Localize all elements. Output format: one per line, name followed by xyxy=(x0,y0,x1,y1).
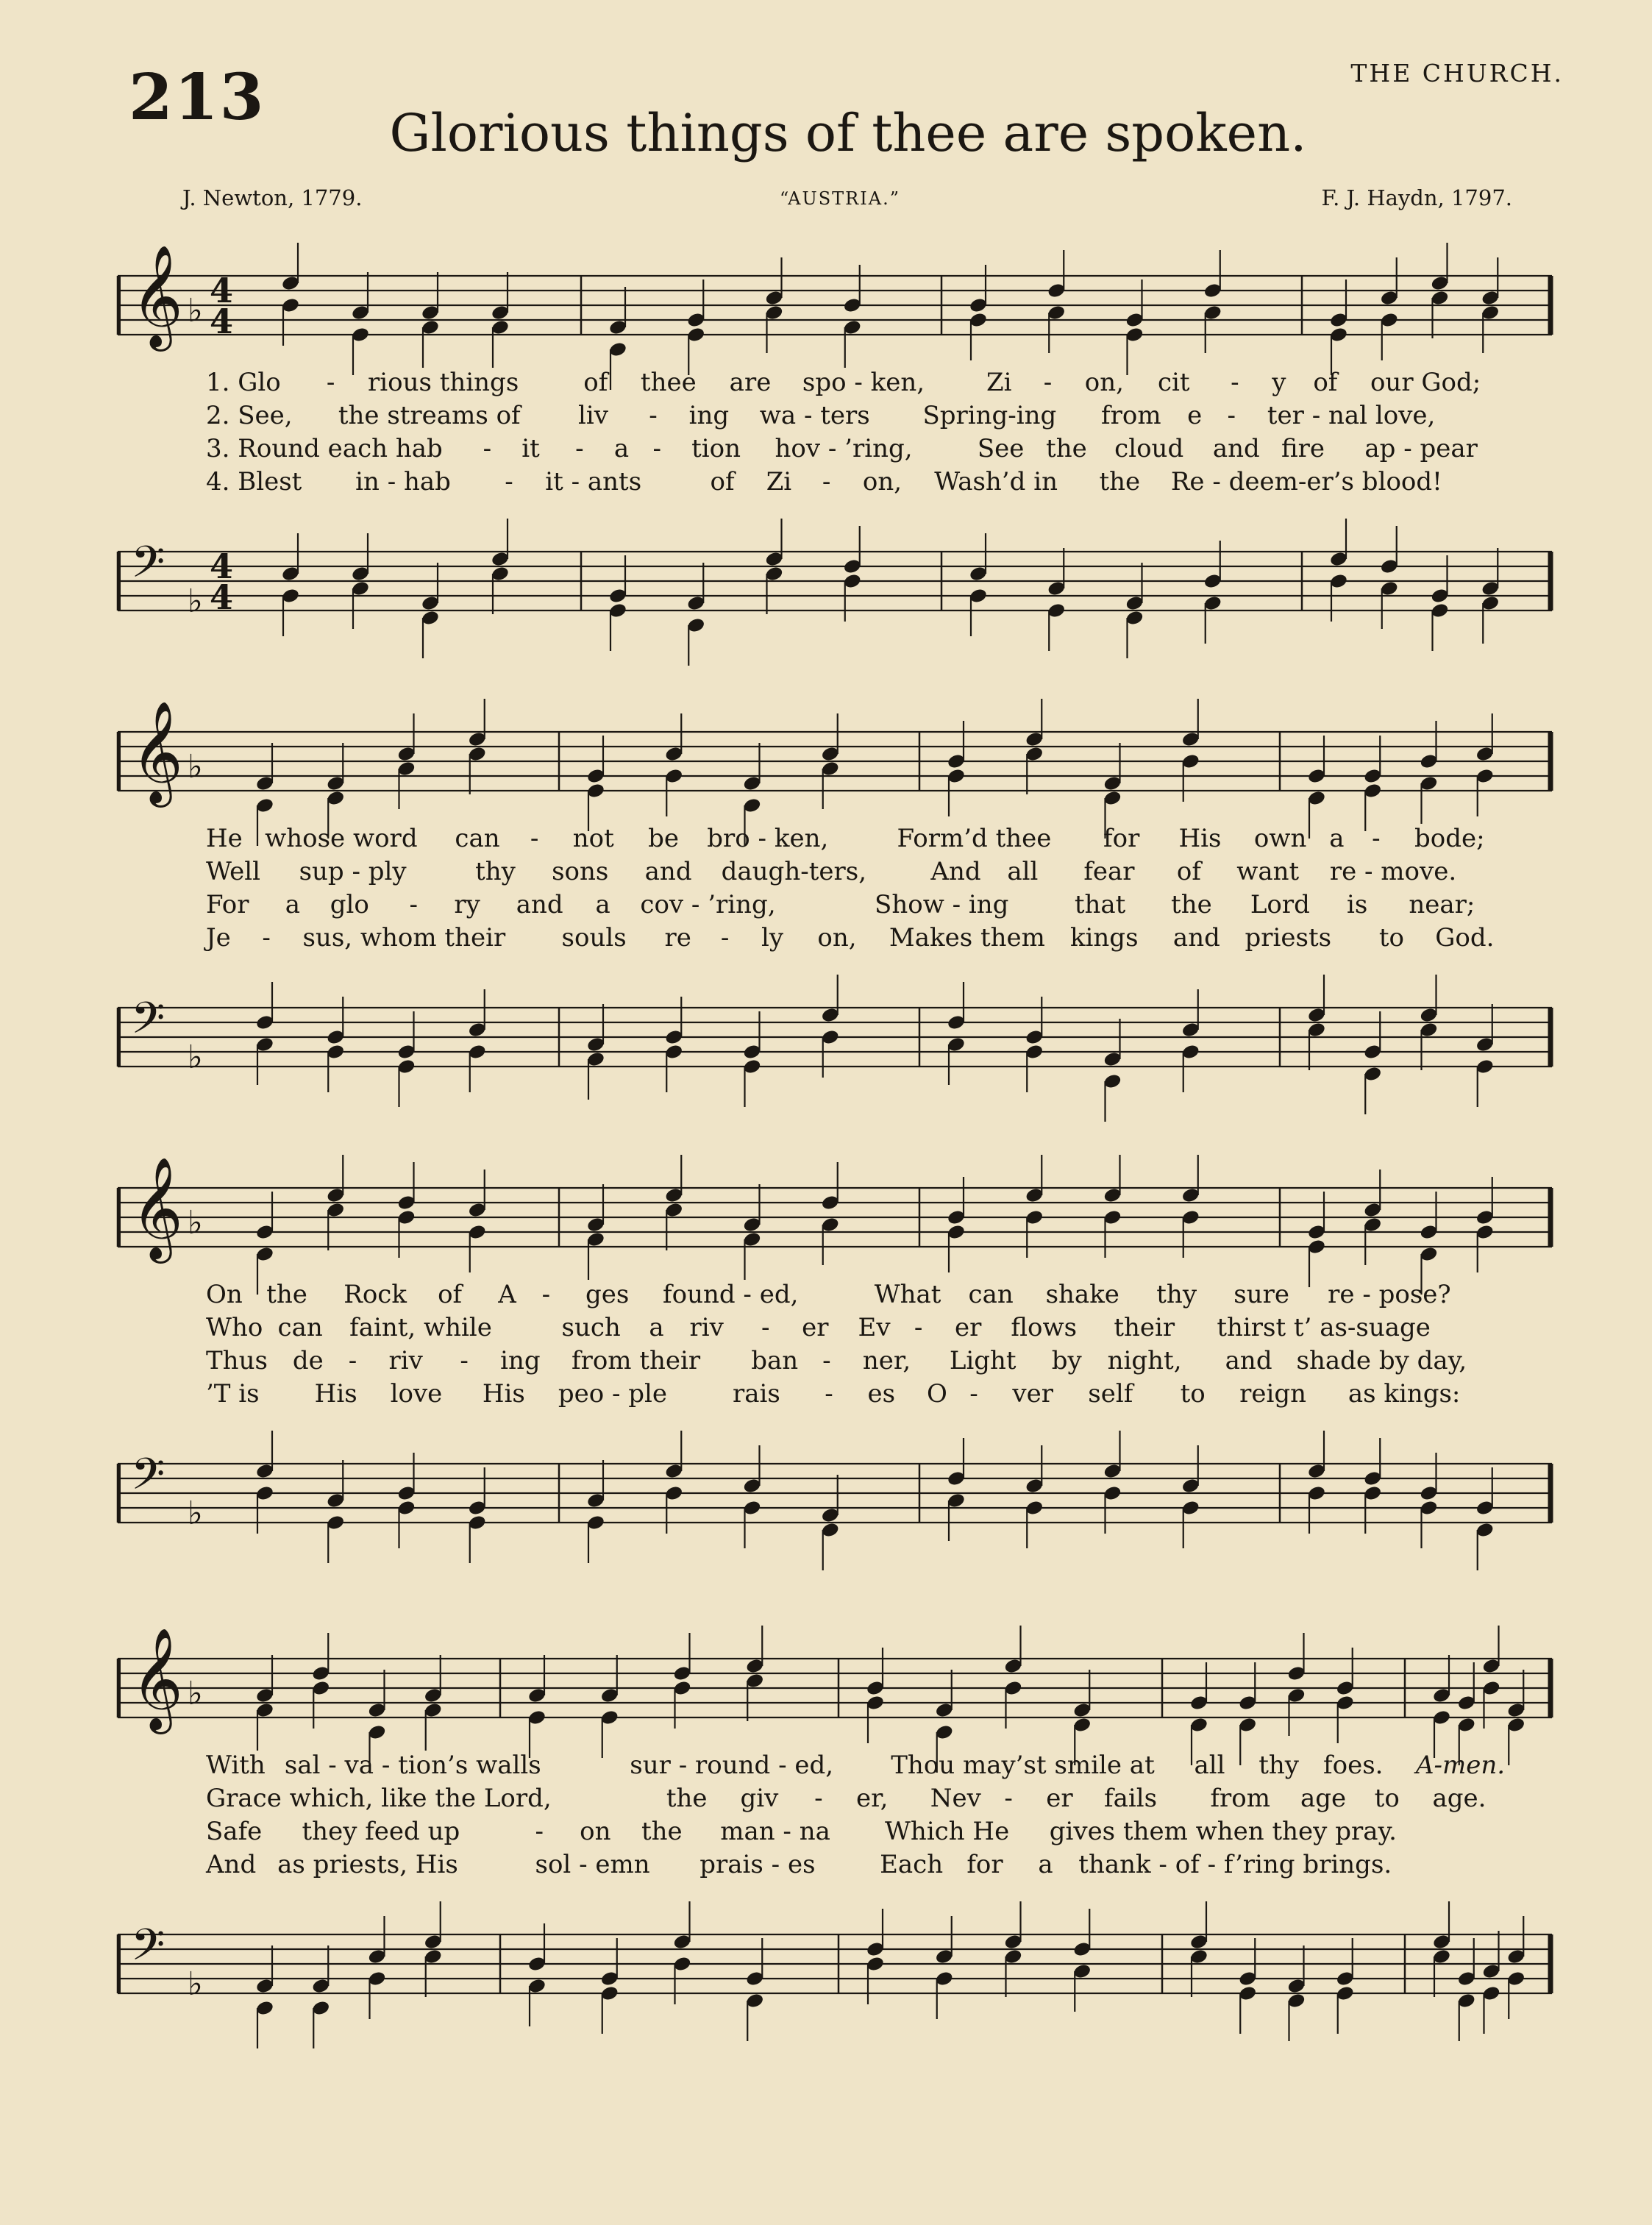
lyric-syllable: ry xyxy=(454,890,480,919)
lyric-syllable: age xyxy=(1300,1784,1347,1813)
lyric-syllable: sal - va - tion’s walls xyxy=(284,1751,541,1780)
lyric-syllable: it - ants xyxy=(545,467,642,496)
music-system xyxy=(118,695,1552,1107)
lyric-syllable: cov - ’ring, xyxy=(640,890,776,919)
lyric-syllable: y xyxy=(1272,368,1286,397)
lyric-syllable: the streams of xyxy=(338,401,521,430)
lyric-syllable: A xyxy=(498,1280,516,1309)
lyric-syllable: can xyxy=(277,1313,323,1342)
lyric-syllable: - xyxy=(1043,368,1053,397)
music-system xyxy=(118,239,1552,651)
lyric-syllable: sup - ply xyxy=(299,857,407,886)
time-signature-icon: 4 xyxy=(210,577,234,617)
hymn-title: Glorious things of thee are spoken. xyxy=(389,103,1307,163)
verse-line xyxy=(118,368,1552,400)
flat-key-signature-icon: ♭ xyxy=(188,1039,203,1076)
lyric-syllable: riv xyxy=(388,1346,423,1375)
lyric-syllable: our God; xyxy=(1370,368,1481,397)
lyric-syllable: - xyxy=(575,434,584,463)
verse-line xyxy=(118,857,1552,889)
lyric-syllable: - xyxy=(720,923,730,953)
lyric-syllable: found - ed, xyxy=(663,1280,799,1309)
lyric-syllable: giv xyxy=(740,1784,779,1813)
lyric-syllable: shade by day, xyxy=(1296,1346,1467,1375)
lyric-syllable: of xyxy=(583,368,608,397)
lyric-syllable: it xyxy=(521,434,540,463)
lyric-syllable: - xyxy=(1372,824,1381,853)
lyric-syllable: re - move. xyxy=(1329,857,1457,886)
lyric-syllable: Show - ing xyxy=(875,890,1009,919)
lyric-syllable: fire xyxy=(1281,434,1325,463)
lyric-syllable: thy xyxy=(1258,1751,1300,1780)
verse-line xyxy=(118,824,1552,856)
lyric-syllable: love xyxy=(390,1379,443,1409)
lyric-syllable: of xyxy=(1176,857,1201,886)
lyric-syllable: liv xyxy=(578,401,609,430)
lyric-syllable: What xyxy=(874,1280,941,1309)
lyric-syllable: thy xyxy=(475,857,516,886)
lyric-syllable: rais xyxy=(733,1379,780,1409)
flat-key-signature-icon: ♭ xyxy=(188,1965,203,2003)
lyric-syllable: from xyxy=(1101,401,1161,430)
lyric-syllable: re xyxy=(664,923,691,953)
lyric-syllable: ter - nal love, xyxy=(1267,401,1436,430)
lyric-syllable: - xyxy=(649,401,658,430)
lyric-syllable: Makes them xyxy=(889,923,1045,953)
lyric-syllable: night, xyxy=(1107,1346,1182,1375)
lyric-syllable: Light xyxy=(949,1346,1017,1375)
verse-line xyxy=(118,467,1552,499)
lyric-syllable: - xyxy=(262,923,271,953)
lyric-syllable: Zi xyxy=(986,368,1012,397)
lyric-syllable: flows xyxy=(1011,1313,1078,1342)
music-system xyxy=(118,1622,1552,2034)
lyric-syllable: shake xyxy=(1045,1280,1119,1309)
lyric-syllable: from their xyxy=(571,1346,701,1375)
bass-staff xyxy=(118,1442,1552,1545)
lyric-syllable: of xyxy=(1313,368,1338,397)
lyric-syllable: gives them when they pray. xyxy=(1049,1817,1397,1846)
lyric-syllable: glo xyxy=(330,890,369,919)
lyric-syllable: sure xyxy=(1233,1280,1290,1309)
lyric-syllable: bode; xyxy=(1414,824,1485,853)
lyric-syllable: a xyxy=(595,890,610,919)
lyric-syllable: - xyxy=(822,467,831,496)
lyric-syllable: re - pose? xyxy=(1328,1280,1451,1309)
lyric-syllable: And xyxy=(930,857,981,886)
lyric-syllable: thy xyxy=(1156,1280,1197,1309)
lyric-syllable: near; xyxy=(1409,890,1475,919)
flat-key-signature-icon: ♭ xyxy=(188,1495,203,1532)
flat-key-signature-icon: ♭ xyxy=(188,292,203,330)
flat-key-signature-icon: ♭ xyxy=(188,583,203,620)
composer-credit: F. J. Haydn, 1797. xyxy=(1321,185,1512,210)
lyric-syllable: bro - ken, xyxy=(707,824,829,853)
lyric-syllable: by xyxy=(1051,1346,1082,1375)
lyric-syllable: - xyxy=(535,1817,544,1846)
lyric-syllable: priests xyxy=(1245,923,1332,953)
lyric-syllable: the xyxy=(266,1280,307,1309)
lyric-syllable: from xyxy=(1210,1784,1271,1813)
bass-clef-icon: 𝄢 xyxy=(131,992,165,1054)
lyric-syllable: their xyxy=(1114,1313,1175,1342)
lyric-syllable: as priests, His xyxy=(277,1850,458,1879)
lyric-syllable: thank - of - f’ring brings. xyxy=(1078,1850,1392,1879)
lyric-syllable: the xyxy=(1171,890,1212,919)
lyric-syllable: reign xyxy=(1239,1379,1307,1409)
treble-staff xyxy=(118,701,1552,813)
lyric-syllable: own xyxy=(1253,824,1307,853)
lyric-syllable: de xyxy=(292,1346,324,1375)
lyric-syllable: 1. Glo xyxy=(206,368,281,397)
lyric-syllable: - xyxy=(761,1313,770,1342)
lyric-syllable: 4. Blest xyxy=(206,467,302,496)
verse-line xyxy=(118,1346,1552,1378)
bass-staff xyxy=(118,530,1552,633)
lyric-syllable: Wash’d in xyxy=(934,467,1058,496)
lyric-syllable: ges xyxy=(585,1280,630,1309)
treble-staff xyxy=(118,1157,1552,1269)
lyric-syllable: spo - ken, xyxy=(802,368,925,397)
lyric-syllable: prais - es xyxy=(699,1850,816,1879)
bass-clef-icon: 𝄢 xyxy=(131,1448,165,1510)
lyric-syllable: they feed up xyxy=(302,1817,460,1846)
treble-clef-icon: 𝄞 xyxy=(131,1157,183,1259)
lyric-syllable: on xyxy=(580,1817,611,1846)
lyric-syllable: sons xyxy=(552,857,609,886)
lyric-syllable: and xyxy=(644,857,692,886)
verse-line xyxy=(118,434,1552,466)
lyric-syllable: are xyxy=(729,368,772,397)
bass-staff xyxy=(118,1912,1552,2015)
lyric-syllable: - xyxy=(460,1346,469,1375)
lyric-syllable: - xyxy=(814,1784,823,1813)
lyric-syllable: and xyxy=(516,890,563,919)
lyric-syllable: foes. xyxy=(1323,1751,1384,1780)
lyric-syllable: thirst t’ as-suage xyxy=(1217,1313,1431,1342)
lyric-syllable: faint, while xyxy=(349,1313,492,1342)
lyric-syllable: Who xyxy=(206,1313,263,1342)
lyric-syllable: as kings: xyxy=(1347,1379,1461,1409)
lyric-syllable: Form’d thee xyxy=(897,824,1052,853)
lyric-syllable: a xyxy=(1038,1850,1053,1879)
flat-key-signature-icon: ♭ xyxy=(188,1204,203,1242)
lyric-syllable: ner, xyxy=(862,1346,911,1375)
lyric-syllable: such xyxy=(561,1313,621,1342)
lyric-syllable: the xyxy=(1046,434,1087,463)
lyric-syllable: - xyxy=(409,890,418,919)
lyric-syllable: - xyxy=(505,467,513,496)
lyric-syllable: Well xyxy=(206,857,261,886)
lyric-syllable: Rock xyxy=(343,1280,407,1309)
lyric-syllable: - xyxy=(969,1379,978,1409)
lyric-syllable: Je xyxy=(206,923,231,953)
lyric-syllable: peo - ple xyxy=(558,1379,668,1409)
lyric-syllable: er xyxy=(802,1313,829,1342)
lyric-syllable: in - hab xyxy=(355,467,451,496)
lyric-syllable: on, xyxy=(817,923,857,953)
time-signature-icon: 4 xyxy=(210,302,234,341)
lyric-syllable: of xyxy=(438,1280,463,1309)
lyric-syllable: His xyxy=(314,1379,357,1409)
lyric-syllable: age. xyxy=(1432,1784,1487,1813)
lyric-syllable: sur - round - ed, xyxy=(630,1751,834,1780)
lyric-syllable: - xyxy=(652,434,661,463)
lyric-syllable: Zi xyxy=(766,467,792,496)
lyric-syllable: want xyxy=(1236,857,1300,886)
lyric-syllable: ban xyxy=(751,1346,799,1375)
lyric-syllable: on, xyxy=(862,467,902,496)
lyric-syllable: See xyxy=(977,434,1025,463)
lyric-syllable: man - na xyxy=(720,1817,830,1846)
lyric-syllable: - xyxy=(1227,401,1236,430)
lyric-syllable: thee xyxy=(640,368,697,397)
treble-clef-icon: 𝄞 xyxy=(131,245,183,347)
lyric-syllable: is xyxy=(1347,890,1368,919)
lyric-syllable: be xyxy=(648,824,679,853)
verse-line xyxy=(118,1784,1552,1816)
verse-line xyxy=(118,923,1552,955)
lyric-syllable: Thou may’st smile at xyxy=(891,1751,1155,1780)
lyric-syllable: a xyxy=(285,890,301,919)
lyric-syllable: to xyxy=(1374,1784,1400,1813)
lyric-syllable: sol - emn xyxy=(535,1850,650,1879)
lyric-syllable: He xyxy=(206,824,243,853)
lyric-syllable: - xyxy=(541,1280,551,1309)
hymn-number: 213 xyxy=(129,60,266,135)
verse-line xyxy=(118,1313,1552,1345)
lyric-syllable: all xyxy=(1007,857,1039,886)
lyric-syllable: and xyxy=(1225,1346,1272,1375)
lyric-syllable: and xyxy=(1212,434,1260,463)
flat-key-signature-icon: ♭ xyxy=(188,748,203,786)
lyric-syllable: er xyxy=(1046,1784,1073,1813)
treble-clef-icon: 𝄞 xyxy=(131,1628,183,1730)
lyric-syllable: er xyxy=(955,1313,982,1342)
lyric-syllable: O xyxy=(927,1379,947,1409)
lyric-syllable: Grace which, like the Lord, xyxy=(206,1784,552,1813)
lyric-syllable: fails xyxy=(1104,1784,1158,1813)
lyric-syllable: riv xyxy=(689,1313,724,1342)
lyric-syllable: Safe xyxy=(206,1817,263,1846)
lyric-syllable: Which He xyxy=(884,1817,1010,1846)
flat-key-signature-icon: ♭ xyxy=(188,1675,203,1712)
lyric-syllable: - xyxy=(1004,1784,1013,1813)
lyric-syllable: can xyxy=(968,1280,1014,1309)
time-signature-icon: 4 xyxy=(210,547,234,586)
lyric-syllable: self xyxy=(1088,1379,1133,1409)
section-heading: THE CHURCH. xyxy=(1350,59,1564,88)
lyric-syllable: the xyxy=(1099,467,1141,496)
lyric-syllable: hov - ’ring, xyxy=(775,434,913,463)
lyric-syllable: Re - deem-er’s blood! xyxy=(1170,467,1442,496)
lyric-syllable: ing xyxy=(500,1346,541,1375)
lyric-syllable: daugh-ters, xyxy=(721,857,867,886)
lyric-syllable: And xyxy=(206,1850,257,1879)
lyric-syllable: wa - ters xyxy=(759,401,870,430)
lyric-syllable: Nev xyxy=(930,1784,981,1813)
lyric-syllable: A-men. xyxy=(1415,1751,1506,1780)
lyric-syllable: - xyxy=(822,1346,831,1375)
lyric-syllable: can xyxy=(455,824,500,853)
lyric-syllable: the xyxy=(641,1817,683,1846)
lyric-syllable: and xyxy=(1172,923,1220,953)
lyric-syllable: - xyxy=(348,1346,357,1375)
lyric-syllable: souls xyxy=(561,923,627,953)
lyric-syllable: a xyxy=(1329,824,1345,853)
lyric-syllable: Thus xyxy=(206,1346,268,1375)
lyric-syllable: - xyxy=(914,1313,923,1342)
lyric-syllable: On xyxy=(206,1280,243,1309)
lyric-syllable: ing xyxy=(688,401,730,430)
verse-line xyxy=(118,1817,1552,1849)
lyric-syllable: cloud xyxy=(1114,434,1184,463)
lyric-syllable: Lord xyxy=(1250,890,1310,919)
treble-clef-icon: 𝄞 xyxy=(131,701,183,803)
lyric-syllable: to xyxy=(1180,1379,1206,1409)
music-system xyxy=(118,1151,1552,1563)
lyric-syllable: a xyxy=(649,1313,664,1342)
lyric-syllable: With xyxy=(206,1751,266,1780)
lyric-syllable: ly xyxy=(761,923,784,953)
lyric-syllable: ap - pear xyxy=(1364,434,1478,463)
lyric-syllable: - xyxy=(530,824,539,853)
bass-clef-icon: 𝄢 xyxy=(131,536,165,598)
lyric-syllable: His xyxy=(482,1379,525,1409)
lyric-syllable: es xyxy=(867,1379,896,1409)
lyric-syllable: to xyxy=(1378,923,1405,953)
lyric-syllable: a xyxy=(613,434,630,463)
lyric-syllable: - xyxy=(1231,368,1239,397)
lyric-syllable: for xyxy=(966,1850,1003,1879)
lyric-syllable: whose word xyxy=(265,824,418,853)
bass-clef-icon: 𝄢 xyxy=(131,1919,165,1981)
lyric-syllable: kings xyxy=(1069,923,1139,953)
lyric-syllable: on, xyxy=(1084,368,1124,397)
lyric-syllable: - xyxy=(483,434,492,463)
lyric-syllable: ’T is xyxy=(206,1379,260,1409)
lyric-syllable: e xyxy=(1187,401,1203,430)
verse-line xyxy=(118,1751,1552,1783)
time-signature-icon: 4 xyxy=(210,271,234,310)
lyric-syllable: rious things xyxy=(367,368,519,397)
lyric-syllable: cit xyxy=(1157,368,1190,397)
lyric-syllable: 3. Round each hab xyxy=(206,434,443,463)
lyric-syllable: of xyxy=(710,467,735,496)
lyric-syllable: 2. See, xyxy=(206,401,293,430)
lyric-syllable: For xyxy=(206,890,249,919)
lyric-syllable: that xyxy=(1074,890,1126,919)
lyric-syllable: all xyxy=(1194,1751,1225,1780)
author-credit: J. Newton, 1779. xyxy=(182,185,363,210)
lyric-syllable: His xyxy=(1178,824,1222,853)
treble-staff xyxy=(118,1628,1552,1740)
lyric-syllable: Each xyxy=(880,1850,944,1879)
bass-staff xyxy=(118,986,1552,1089)
verse-line xyxy=(118,1280,1552,1312)
treble-staff xyxy=(118,245,1552,357)
lyric-syllable: Ev xyxy=(858,1313,891,1342)
lyric-syllable: not xyxy=(572,824,614,853)
lyric-syllable: Spring-ing xyxy=(922,401,1057,430)
lyric-syllable: fear xyxy=(1083,857,1135,886)
verse-line xyxy=(118,1850,1552,1882)
lyric-syllable: tion xyxy=(691,434,741,463)
lyric-syllable: - xyxy=(825,1379,833,1409)
lyric-syllable: er, xyxy=(856,1784,889,1813)
verse-line xyxy=(118,1379,1552,1411)
lyric-syllable: the xyxy=(666,1784,708,1813)
lyric-syllable: God. xyxy=(1435,923,1495,953)
lyric-syllable: - xyxy=(326,368,335,397)
verse-line xyxy=(118,890,1552,922)
lyric-syllable: ver xyxy=(1012,1379,1053,1409)
lyric-syllable: sus, whom their xyxy=(302,923,506,953)
verse-line xyxy=(118,401,1552,433)
lyric-syllable: for xyxy=(1103,824,1140,853)
tune-name: “AUSTRIA.” xyxy=(780,188,900,209)
